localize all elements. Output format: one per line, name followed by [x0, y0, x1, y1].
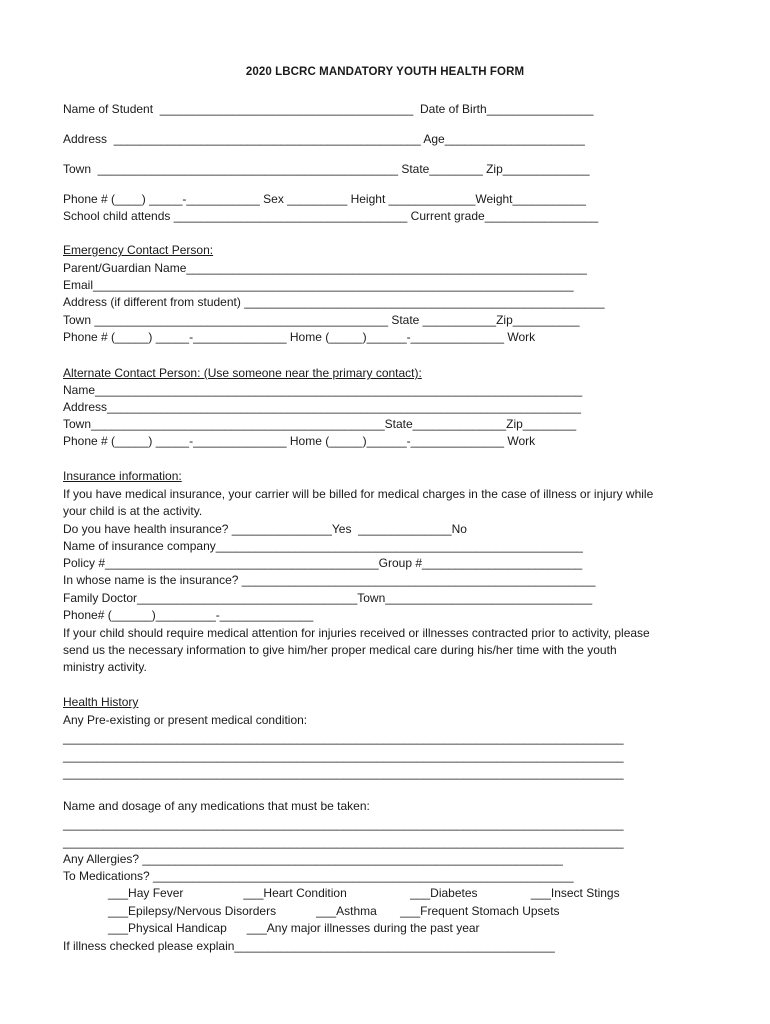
health-history-heading: Health History [63, 695, 139, 709]
student-school-field[interactable]: School child attends ___________________________________ Current grade_________________ [63, 209, 599, 223]
medications-label: Name and dosage of any medications that must be taken: [63, 799, 370, 813]
insurance-note-3: If your child should require medical attention for injuries received or illnesses contracted prior to activity, please [63, 626, 650, 640]
alternate-address-field[interactable]: Address_______________________________________________________________________ [63, 400, 581, 414]
emergency-email-field[interactable]: Email________________________________________________________________________ [63, 278, 574, 292]
condition-blank-2[interactable]: ____________________________________________________________________________________ [63, 749, 624, 763]
insurance-note-1: If you have medical insurance, your carrier will be billed for medical charges in the case of illness or injury while [63, 487, 654, 501]
insurance-heading: Insurance information: [63, 469, 182, 483]
emergency-parent-field[interactable]: Parent/Guardian Name____________________________________________________________ [63, 261, 587, 275]
emergency-phone-field[interactable]: Phone # (_____) _____-______________ Home (_____)______-______________ Work [63, 330, 536, 344]
insurance-note-4: send us the necessary information to give him/her proper medical care during his/her time with the youth [63, 643, 617, 657]
insurance-whose-field[interactable]: In whose name is the insurance? _____________________________________________________ [63, 573, 596, 587]
alternate-town-field[interactable]: Town____________________________________________State______________Zip________ [63, 417, 577, 431]
medications-blank-2[interactable]: ____________________________________________________________________________________ [63, 835, 624, 849]
doctor-phone-field[interactable]: Phone# (______)_________-______________ [63, 608, 314, 622]
condition-checklist-row-2[interactable]: ___Epilepsy/Nervous Disorders ___Asthma ___Frequent Stomach Upsets [108, 904, 560, 918]
form-title: 2020 LBCRC MANDATORY YOUTH HEALTH FORM [245, 66, 525, 78]
alternate-name-field[interactable]: Name_________________________________________________________________________ [63, 383, 583, 397]
illness-explain-field[interactable]: If illness checked please explain________________________________________________ [63, 939, 555, 953]
condition-checklist-row-1[interactable]: ___Hay Fever ___Heart Condition ___Diabetes ___Insect Stings [108, 886, 620, 900]
insurance-note-5: ministry activity. [63, 660, 147, 674]
insurance-question-field[interactable]: Do you have health insurance? _______________Yes ______________No [63, 522, 467, 536]
condition-checklist-row-3[interactable]: ___Physical Handicap ___Any major illnesses during the past year [108, 921, 480, 935]
alternate-phone-field[interactable]: Phone # (_____) _____-______________ Home (_____)______-______________ Work [63, 434, 536, 448]
emergency-contact-heading: Emergency Contact Person: [63, 243, 214, 257]
insurance-note-2: your child is at the activity. [63, 504, 203, 518]
student-address-field[interactable]: Address ______________________________________________ Age_____________________ [63, 132, 585, 146]
student-name-field[interactable]: Name of Student ______________________________________ Date of Birth________________ [63, 102, 594, 116]
student-town-field[interactable]: Town _____________________________________________ State________ Zip_____________ [63, 162, 590, 176]
allergies-field[interactable]: Any Allergies? _______________________________________________________________ [63, 852, 563, 866]
condition-blank-1[interactable]: ____________________________________________________________________________________ [63, 731, 624, 745]
emergency-address-field[interactable]: Address (if different from student) ______________________________________________________ [63, 295, 605, 309]
medication-allergies-field[interactable]: To Medications? _______________________________________________________________ [63, 869, 574, 883]
family-doctor-field[interactable]: Family Doctor_________________________________Town_______________________________ [63, 591, 593, 605]
condition-blank-3[interactable]: ____________________________________________________________________________________ [63, 766, 624, 780]
alternate-contact-heading: Alternate Contact Person: (Use someone near the primary contact): [63, 366, 422, 380]
insurance-company-field[interactable]: Name of insurance company_______________________________________________________ [63, 539, 583, 553]
medications-blank-1[interactable]: ____________________________________________________________________________________ [63, 817, 624, 831]
condition-label: Any Pre-existing or present medical condition: [63, 713, 308, 727]
insurance-policy-field[interactable]: Policy #_________________________________________Group #________________________ [63, 556, 583, 570]
emergency-town-field[interactable]: Town ____________________________________________ State ___________Zip__________ [63, 313, 580, 327]
student-phone-field[interactable]: Phone # (____) _____-___________ Sex _________ Height _____________Weight___________ [63, 192, 586, 206]
